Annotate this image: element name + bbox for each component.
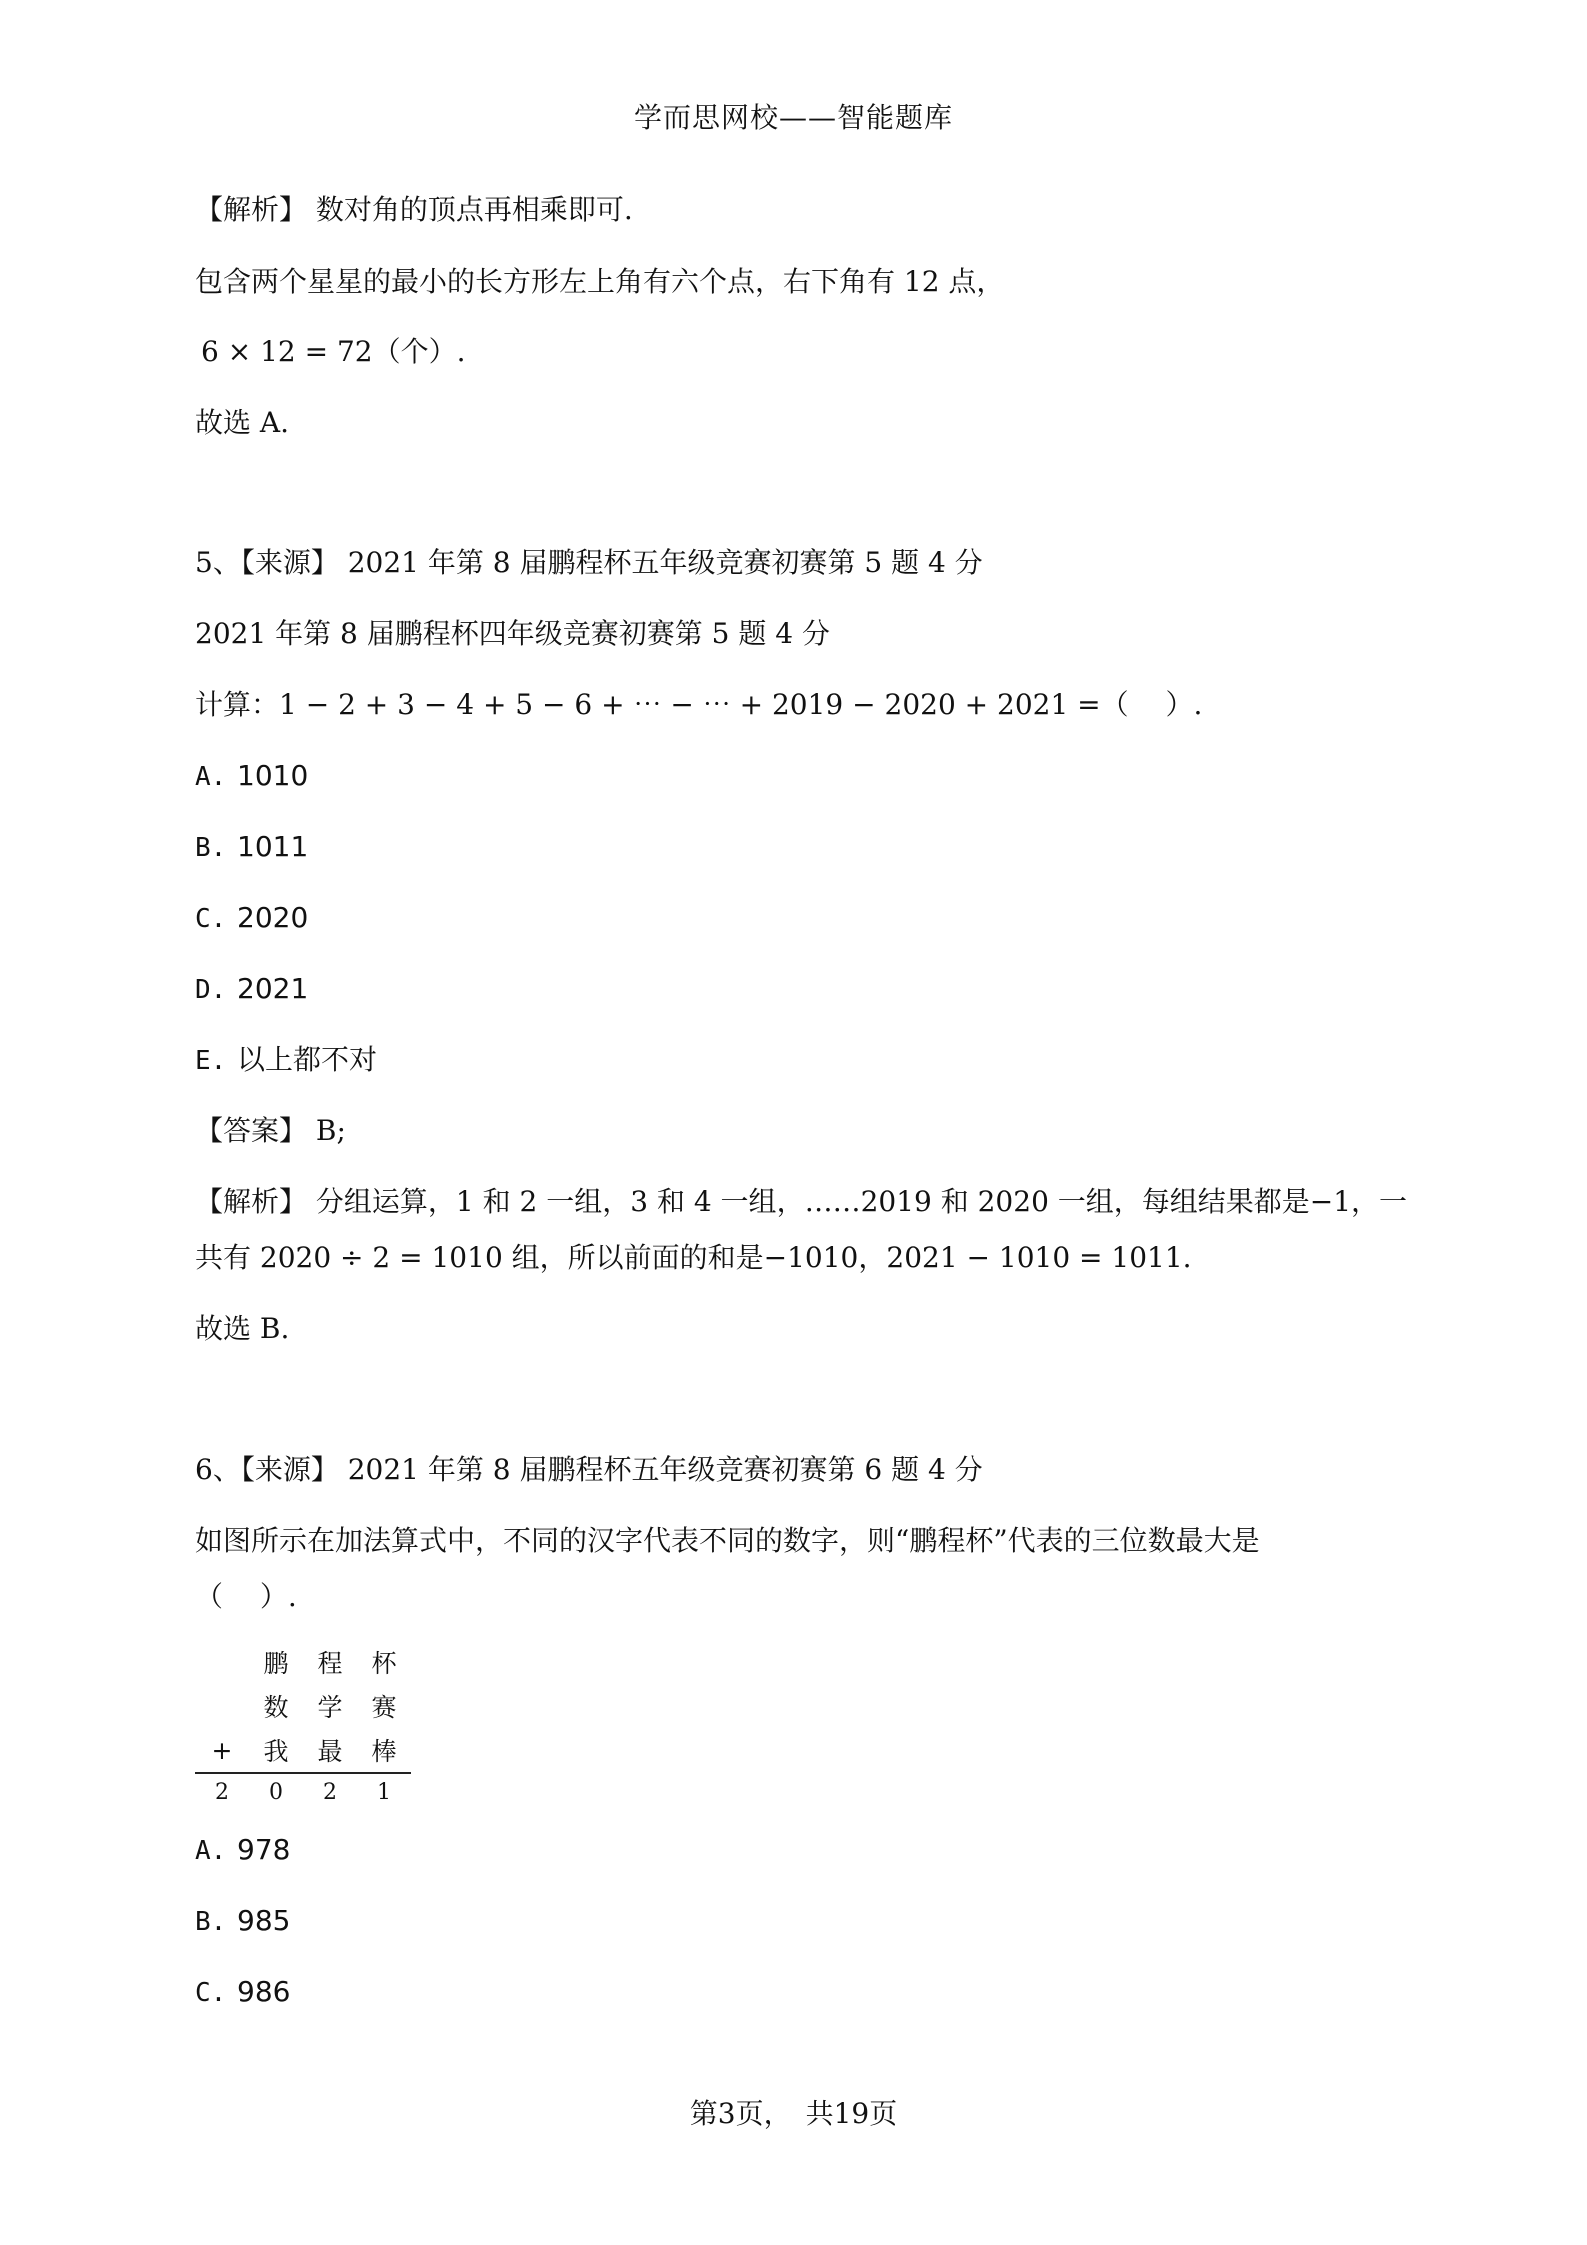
- option-letter: C.: [195, 904, 227, 934]
- sum-cell: [195, 1640, 249, 1684]
- result-digit: 2: [323, 1779, 337, 1805]
- prev-analysis-line2: 包含两个星星的最小的长方形左上角有六个点，右下角有 12 点，: [195, 265, 1005, 298]
- option-value: 985: [237, 1904, 291, 1937]
- option-letter: A.: [195, 1836, 227, 1866]
- q5-option-e: [195, 1040, 377, 1081]
- sum-cell: 赛: [371, 1693, 397, 1722]
- q5-answer: 【答案】 B;: [195, 1114, 346, 1147]
- option-letter: B.: [195, 833, 227, 863]
- q6-question-line2: （ ）.: [195, 1580, 297, 1613]
- prev-analysis: 【解析】 数对角的顶点再相乘即可.: [195, 193, 633, 226]
- q5-option-c: [195, 898, 308, 939]
- option-value: 978: [237, 1833, 291, 1866]
- sum-cell: 鹏: [263, 1649, 289, 1678]
- q5-question: 计算：1 − 2 + 3 − 4 + 5 − 6 + ⋯ − ⋯ + 2019 − 2020 + 2021 =（ ）.: [195, 688, 1203, 721]
- sum-cell: 数: [263, 1693, 289, 1722]
- option-letter: D.: [195, 975, 227, 1005]
- q5-analysis-line2: 共有 2020 ÷ 2 = 1010 组，所以前面的和是−1010，2021 − 1010 = 1011.: [195, 1241, 1192, 1274]
- q6-option-a: [195, 1830, 290, 1871]
- q5-option-b: [195, 827, 308, 868]
- q6-question-line1: 如图所示在加法算式中，不同的汉字代表不同的数字，则“鹏程杯”代表的三位数最大是: [195, 1524, 1260, 1557]
- sum-cell: 最: [303, 1728, 357, 1773]
- option-value: 2021: [237, 972, 309, 1005]
- sum-cell: 杯: [371, 1649, 397, 1678]
- option-letter: A.: [195, 762, 227, 792]
- sum-cell: 我: [249, 1728, 303, 1773]
- sum-cell: 学: [317, 1693, 343, 1722]
- sum-cell: 程: [317, 1649, 343, 1678]
- option-value: 1010: [237, 759, 309, 792]
- addend-row: [195, 1684, 411, 1728]
- addend-row: [195, 1640, 411, 1684]
- q6-option-b: [195, 1901, 290, 1942]
- result-digit: 1: [377, 1779, 391, 1805]
- prev-calculation: 6 × 12 = 72（个）.: [201, 335, 466, 368]
- option-letter: E.: [195, 1046, 227, 1076]
- option-letter: B.: [195, 1907, 227, 1937]
- prev-conclusion: 故选 A.: [195, 406, 290, 439]
- q5-analysis-line1: 【解析】 分组运算，1 和 2 一组，3 和 4 一组，……2019 和 2020 一组，每组结果都是−1，一: [195, 1185, 1408, 1218]
- option-value: 2020: [237, 901, 309, 934]
- option-value: 986: [237, 1975, 291, 2008]
- result-digit: 2: [215, 1779, 229, 1805]
- result-digit: 0: [269, 1779, 283, 1805]
- q6-option-c: [195, 1972, 290, 2013]
- q6-source: 6、【来源】 2021 年第 8 届鹏程杯五年级竞赛初赛第 6 题 4 分: [195, 1453, 983, 1486]
- q5-source: 5、【来源】 2021 年第 8 届鹏程杯五年级竞赛初赛第 5 题 4 分: [195, 546, 983, 579]
- plus-sign: +: [195, 1728, 249, 1773]
- q5-source-secondary: 2021 年第 8 届鹏程杯四年级竞赛初赛第 5 题 4 分: [195, 617, 831, 650]
- q5-conclusion: 故选 B.: [195, 1312, 290, 1345]
- result-row: [195, 1773, 411, 1810]
- sum-cell: 棒: [357, 1728, 411, 1773]
- option-value: 1011: [237, 830, 309, 863]
- q5-option-a: [195, 756, 308, 797]
- q5-option-d: [195, 969, 308, 1010]
- sum-cell: [195, 1684, 249, 1728]
- addition-puzzle: [195, 1640, 411, 1810]
- option-value: 以上都不对: [237, 1043, 378, 1076]
- page-header: 学而思网校——智能题库: [633, 101, 953, 134]
- option-letter: C.: [195, 1978, 227, 2008]
- addend-row: [195, 1728, 411, 1773]
- page-footer: 第3页， 共19页: [689, 2097, 898, 2130]
